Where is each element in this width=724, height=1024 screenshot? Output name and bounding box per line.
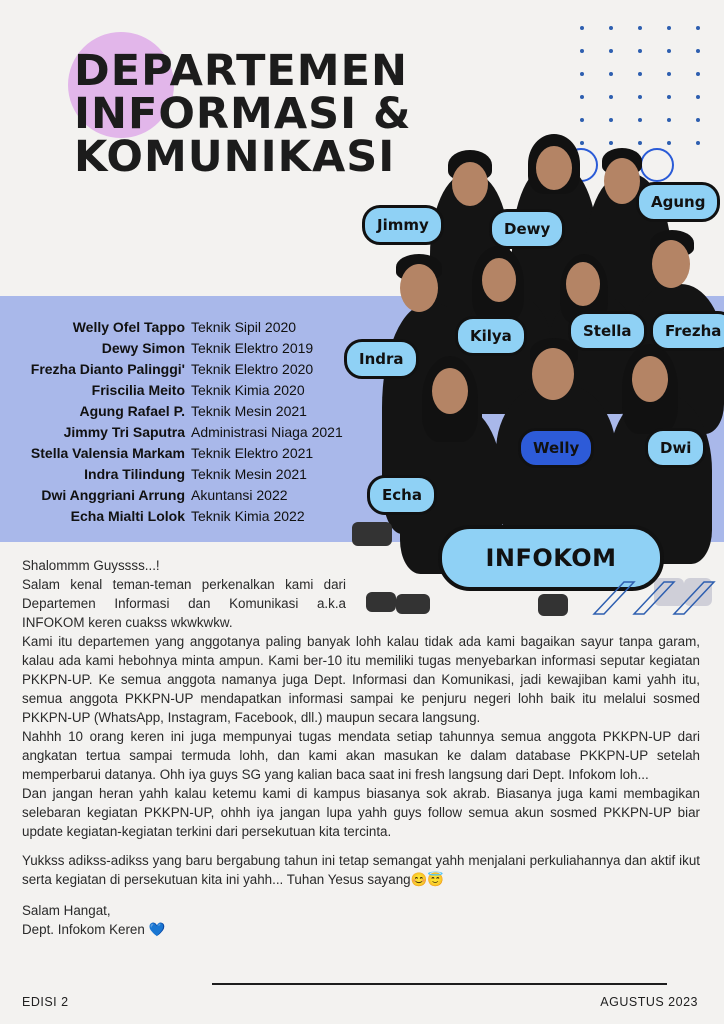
member-major: Teknik Kimia 2020 <box>191 381 305 398</box>
member-name: Agung Rafael P. <box>79 402 185 419</box>
roster-row <box>10 463 343 484</box>
face <box>604 158 640 204</box>
footer-divider <box>212 983 667 985</box>
member-major: Teknik Elektro 2021 <box>191 444 314 461</box>
dot <box>638 72 642 76</box>
infokom-badge: INFOKOM <box>438 525 664 591</box>
dot <box>667 49 671 53</box>
member-major: Teknik Elektro 2020 <box>191 360 314 377</box>
dot <box>580 118 584 122</box>
face <box>632 356 668 402</box>
member-name: Indra Tilindung <box>84 465 185 482</box>
name-tag-frezha: Frezha <box>650 311 724 351</box>
paragraph-2: Nahhh 10 orang keren ini juga mempunyai tugas mendata setiap tahunnya semua anggota PKKPN-UP dari angkatan tertua sampai termuda lohh, dan kami akan masukan ke dalam database PKKPN-UP setelah memperbarui datanya. Ohh iya guys SG yang kalian baca saat ini fresh langsung dari Dept. Infokom loh... <box>22 729 700 782</box>
face <box>482 258 516 302</box>
dot <box>696 49 700 53</box>
dot <box>638 118 642 122</box>
member-name: Echa Mialti Lolok <box>70 507 185 524</box>
paragraph-4: Yukkss adikss-adikss yang baru bergabung tahun ini tetap semangat yahh menjalani perkuliahannya dan aktif ikut serta kegiatan di persekutuan kita ini yahh... Tuhan Yesus sayang😊😇 <box>22 853 700 887</box>
dot <box>609 49 613 53</box>
member-name: Stella Valensia Markam <box>30 444 185 461</box>
dot <box>609 95 613 99</box>
member-name: Friscilia Meito <box>91 381 185 398</box>
name-tag-stella: Stella <box>568 311 647 351</box>
member-major: Teknik Mesin 2021 <box>191 402 307 419</box>
member-name: Frezha Dianto Palinggi' <box>30 360 185 377</box>
dot <box>580 72 584 76</box>
member-major: Teknik Kimia 2022 <box>191 507 305 524</box>
member-name: Dwi Anggriani Arrung <box>41 486 185 503</box>
face <box>452 162 488 206</box>
dot <box>580 95 584 99</box>
dot <box>667 95 671 99</box>
face <box>566 262 600 306</box>
article-body <box>22 556 700 939</box>
roster-row <box>10 337 343 358</box>
member-major: Teknik Mesin 2021 <box>191 465 307 482</box>
face <box>652 240 690 288</box>
paragraph-3: Dan jangan heran yahh kalau ketemu kami di kampus biasanya sok akrab. Biasanya juga kami membagikan selebaran kegiatan PKKPN-UP, ohhh iya jangan lupa yahh guys follow semua akun sosmed PKKPN-UP biar update kegiatan-kegiatan terkini dari persekutuan kita tercinta. <box>22 786 700 839</box>
shoe <box>352 522 392 546</box>
name-tag-kilya: Kilya <box>455 316 527 356</box>
ring-decoration <box>640 148 674 182</box>
member-name: Dewy Simon <box>101 339 185 356</box>
name-tag-indra: Indra <box>344 339 419 379</box>
signature: Dept. Infokom Keren 💙 <box>22 922 166 937</box>
face <box>432 368 468 414</box>
member-roster <box>10 316 343 526</box>
roster-row <box>10 505 343 526</box>
intro-paragraph: Salam kenal teman-teman perkenalkan kami dari Departemen Informasi dan Komunikasi a.k.a INFOKOM keren cuakss wkwkwkw. <box>22 577 346 630</box>
dot-grid-decoration <box>580 26 700 148</box>
face <box>400 264 438 312</box>
edition-label: EDISI 2 <box>22 995 69 1009</box>
dot <box>580 49 584 53</box>
paragraph-1: Kami itu departemen yang anggotanya paling banyak lohh kalau tidak ada kami bagaikan sayur tanpa garam, kalau ada kami hebohnya minta ampun. Kami ber-10 itu memiliki tugas menyebarkan informasi seputar kegiatan PKKPN-UP. Ke semua anggota namanya juga Dept. Informasi dan Komunikasi, jadi kewajiban kami yahh itu, semua anggota PKKPN-UP mendapatkan informasi sampai ke penjuru negeri lohh baik itu melalui sosmed PKKPN-UP (WhatsApp, Instagram, Facebook, dll.) maupun secara langsung. <box>22 634 700 725</box>
dot <box>609 118 613 122</box>
member-major: Akuntansi 2022 <box>191 486 288 503</box>
roster-row <box>10 379 343 400</box>
name-tag-dewy: Dewy <box>489 209 565 249</box>
name-tag-jimmy: Jimmy <box>362 205 444 245</box>
roster-row <box>10 358 343 379</box>
roster-row <box>10 442 343 463</box>
roster-row <box>10 316 343 337</box>
closing: Salam Hangat, <box>22 903 111 918</box>
dot <box>580 26 584 30</box>
dot <box>667 118 671 122</box>
face <box>536 146 572 190</box>
title-line-3: KOMUNIKASI <box>74 132 396 182</box>
dot <box>667 72 671 76</box>
roster-row <box>10 484 343 505</box>
dot <box>696 95 700 99</box>
dot <box>667 26 671 30</box>
dot <box>638 49 642 53</box>
member-major: Teknik Sipil 2020 <box>191 318 297 335</box>
dot <box>609 72 613 76</box>
member-major: Teknik Elektro 2019 <box>191 339 314 356</box>
face <box>532 348 574 400</box>
title-line-2: INFORMASI & <box>74 89 412 139</box>
dot <box>696 26 700 30</box>
dot <box>638 95 642 99</box>
roster-row <box>10 400 343 421</box>
dot <box>696 72 700 76</box>
name-tag-agung: Agung <box>636 182 720 222</box>
name-tag-echa: Echa <box>367 475 437 515</box>
member-name: Welly Ofel Tappo <box>72 318 185 335</box>
member-major: Administrasi Niaga 2021 <box>191 423 343 440</box>
dot <box>609 26 613 30</box>
member-name: Jimmy Tri Saputra <box>63 423 185 440</box>
roster-row <box>10 421 343 442</box>
name-tag-dwi: Dwi <box>645 428 706 468</box>
date-label: AGUSTUS 2023 <box>600 995 698 1009</box>
dot <box>638 26 642 30</box>
greeting: Shalommm Guyssss...! <box>22 558 160 573</box>
dot <box>696 118 700 122</box>
title-line-1: DEPARTEMEN <box>74 46 408 96</box>
name-tag-welly: Welly <box>518 428 594 468</box>
